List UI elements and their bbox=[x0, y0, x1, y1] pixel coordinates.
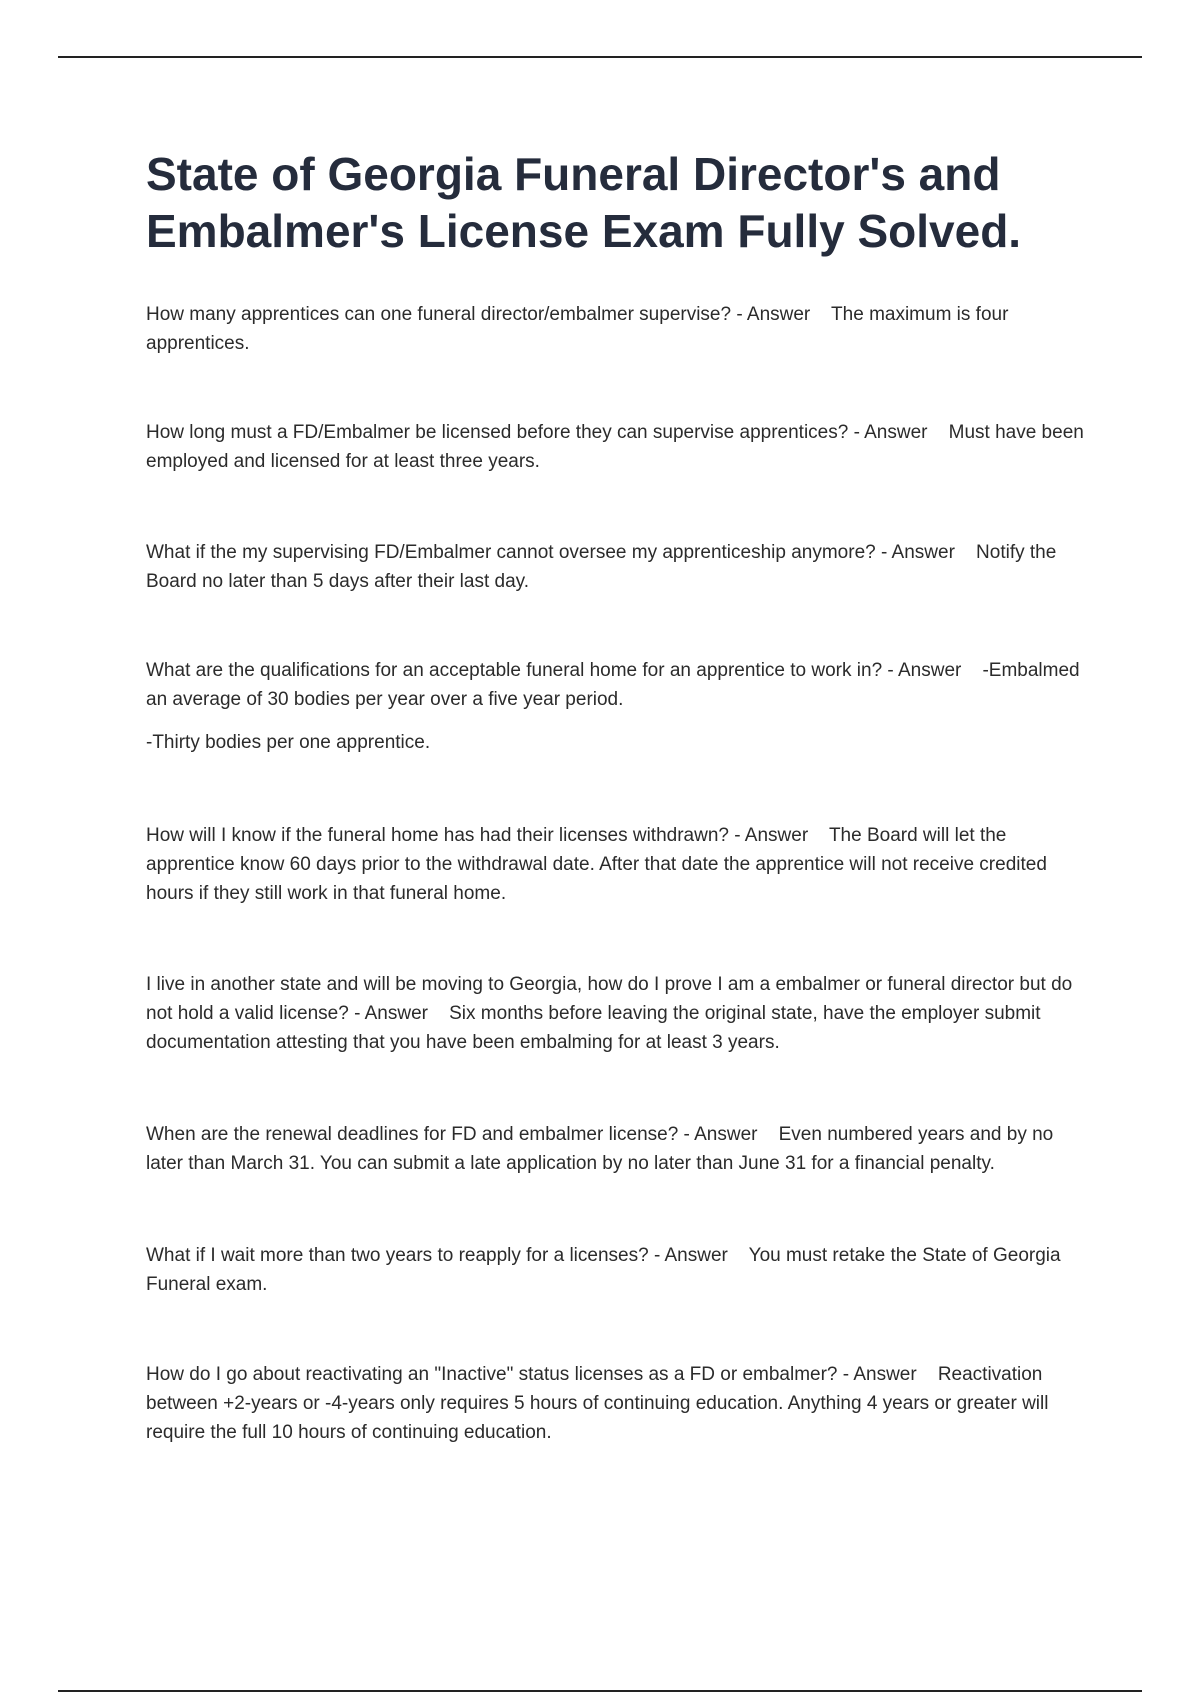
qa-item bbox=[146, 538, 1091, 596]
bottom-rule bbox=[58, 1690, 1142, 1692]
qa-paragraph bbox=[146, 538, 1091, 596]
qa-item bbox=[146, 970, 1091, 1057]
answer-text: You must retake the State of Georgia Funeral exam. bbox=[146, 1245, 1061, 1295]
qa-paragraph bbox=[146, 656, 1091, 714]
qa-paragraph bbox=[146, 1241, 1091, 1299]
answer-text: Must have been employed and licensed for at least three years. bbox=[146, 422, 1084, 472]
question-text: How do I go about reactivating an "Inactive" status licenses as a FD or embalmer? - Answer bbox=[146, 1364, 917, 1385]
answer-text: Six months before leaving the original state, have the employer submit documentation attesting that you have been embalming for at least 3 years. bbox=[146, 1003, 1041, 1053]
qa-item bbox=[146, 1120, 1091, 1178]
question-text: How long must a FD/Embalmer be licensed before they can supervise apprentices? - Answer bbox=[146, 422, 928, 443]
qa-paragraph bbox=[146, 1120, 1091, 1178]
qa-paragraph bbox=[146, 821, 1091, 908]
qa-paragraph bbox=[146, 970, 1091, 1057]
qa-paragraph bbox=[146, 300, 1091, 358]
question-text: What if the my supervising FD/Embalmer cannot oversee my apprenticeship anymore? - Answer bbox=[146, 542, 955, 563]
qa-item bbox=[146, 418, 1091, 476]
answer-text: -Embalmed an average of 30 bodies per year over a five year period. bbox=[146, 660, 1080, 710]
question-text: I live in another state and will be moving to Georgia, how do I prove I am a embalmer or funeral director but do not hold a valid license? - Answer bbox=[146, 974, 1073, 1024]
qa-item bbox=[146, 1360, 1091, 1447]
page-title: State of Georgia Funeral Director's and Embalmer's License Exam Fully Solved. bbox=[146, 148, 1022, 257]
qa-paragraph bbox=[146, 1360, 1091, 1447]
qa-item bbox=[146, 656, 1091, 757]
answer-extra: -Thirty bodies per one apprentice. bbox=[146, 732, 431, 753]
top-rule bbox=[58, 56, 1142, 58]
qa-item bbox=[146, 1241, 1091, 1299]
question-text: How many apprentices can one funeral director/embalmer supervise? - Answer bbox=[146, 304, 811, 325]
qa-item bbox=[146, 300, 1091, 358]
question-text: What if I wait more than two years to reapply for a licenses? - Answer bbox=[146, 1245, 728, 1266]
qa-paragraph bbox=[146, 418, 1091, 476]
question-text: What are the qualifications for an acceptable funeral home for an apprentice to work in? - Answer bbox=[146, 660, 962, 681]
answer-text: Notify the Board no later than 5 days after their last day. bbox=[146, 542, 1057, 592]
answer-text: Reactivation between +2-years or -4-years only requires 5 hours of continuing education. Anything 4 years or greater will require the full 10 hours of continuing education. bbox=[146, 1364, 1049, 1443]
qa-item bbox=[146, 821, 1091, 908]
question-text: When are the renewal deadlines for FD and embalmer license? - Answer bbox=[146, 1124, 758, 1145]
answer-text: The maximum is four apprentices. bbox=[146, 304, 1009, 354]
question-text: How will I know if the funeral home has had their licenses withdrawn? - Answer bbox=[146, 825, 809, 846]
answer-text: The Board will let the apprentice know 60 days prior to the withdrawal date. After that date the apprentice will not receive credited hours if they still work in that funeral home. bbox=[146, 825, 1047, 904]
answer-text: Even numbered years and by no later than March 31. You can submit a late application by no later than June 31 for a financial penalty. bbox=[146, 1124, 1054, 1174]
